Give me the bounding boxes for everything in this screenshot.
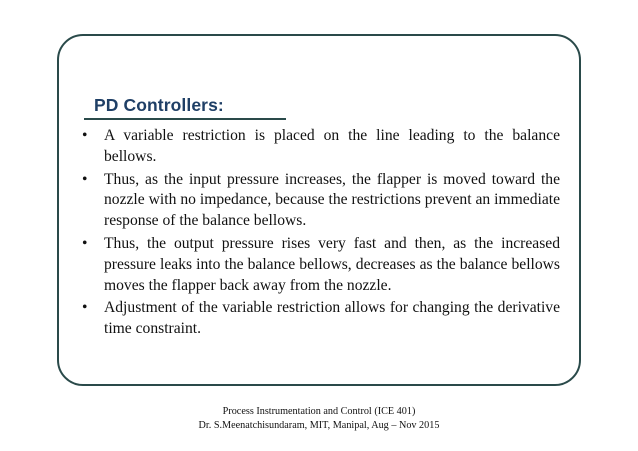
bullet-item — [82, 170, 560, 232]
bullet-item — [82, 234, 560, 296]
footer-course: Process Instrumentation and Control (ICE 401) — [222, 406, 416, 417]
bullet-icon: • — [82, 170, 88, 188]
bullet-item — [82, 298, 560, 340]
bullet-text: A variable restriction is placed on the line leading to the balance bellows. — [104, 127, 560, 165]
bullet-list — [82, 126, 560, 342]
bullet-text: Adjustment of the variable restriction allows for changing the derivative time constraint. — [104, 299, 560, 338]
bullet-text: Thus, as the input pressure increases, the flapper is moved toward the nozzle with no impedance, because the restrictions prevent an immediate response of the balance bellows. — [104, 170, 560, 230]
bullet-icon: • — [82, 299, 88, 317]
slide-title: PD Controllers: — [94, 95, 224, 115]
bullet-text: Thus, the output pressure rises very fast and then, as the increased pressure leaks into the balance bellows, decreases as the balance bellows moves the flapper back away from the nozzle. — [104, 234, 560, 294]
bullet-icon: • — [82, 234, 88, 252]
bullet-icon: • — [82, 127, 88, 144]
title-underline — [84, 118, 286, 120]
footer-author: Dr. S.Meenatchisundaram, MIT, Manipal, Aug – Nov 2015 — [198, 420, 440, 431]
bullet-item — [82, 126, 560, 168]
